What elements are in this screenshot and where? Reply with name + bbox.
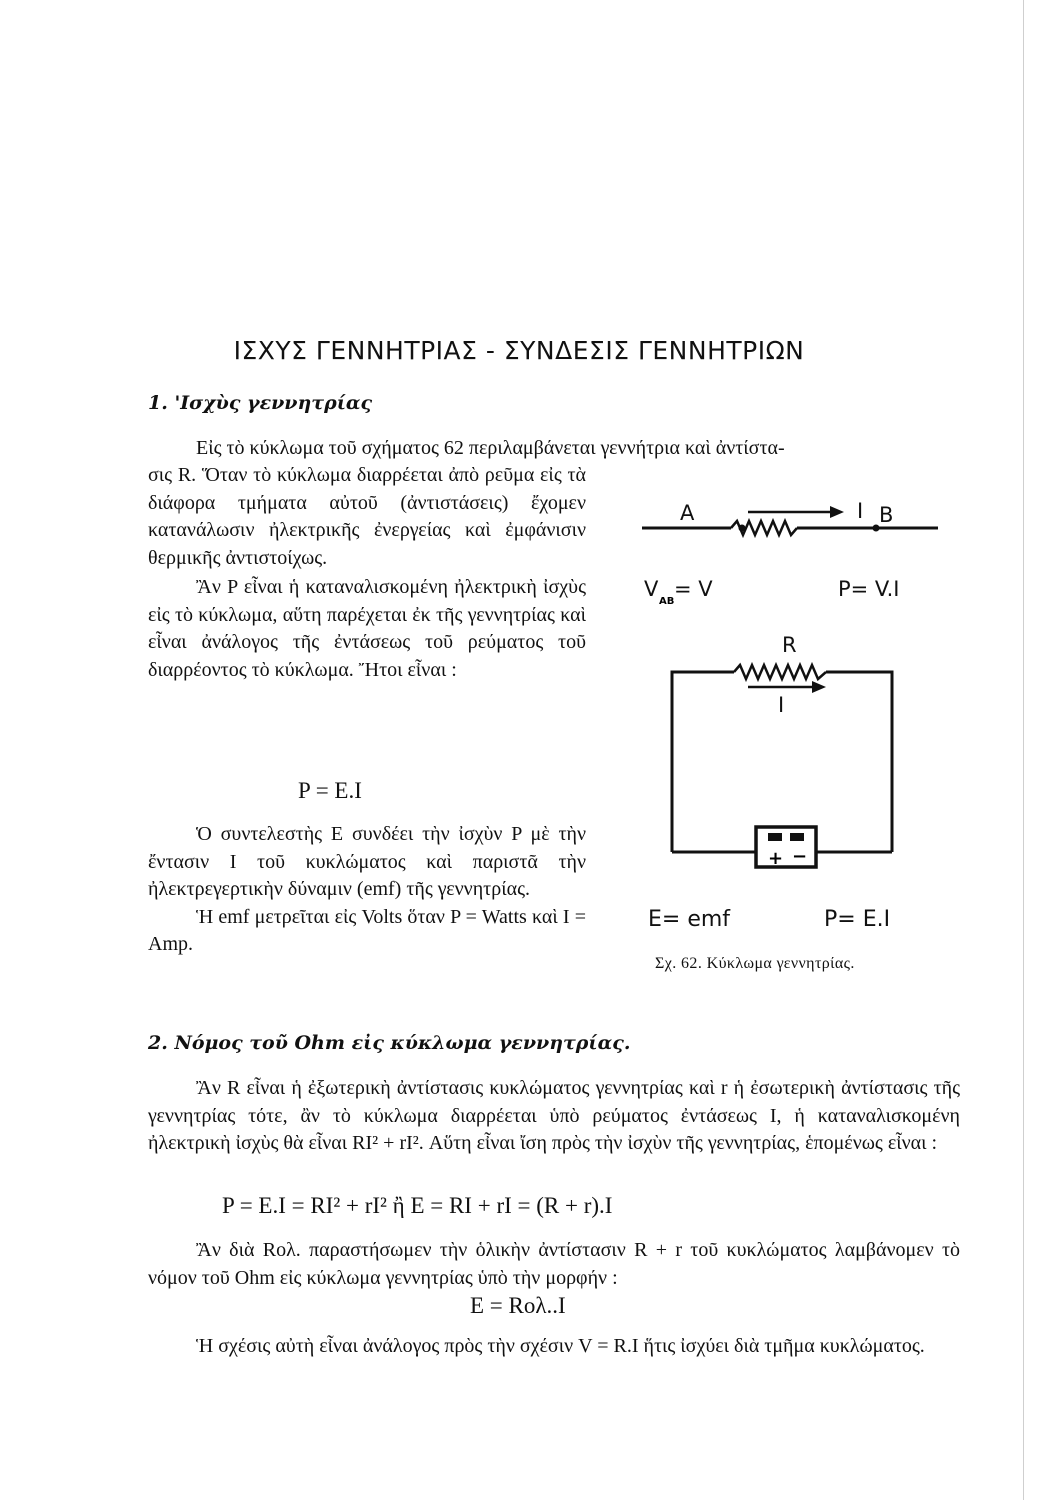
section-1-heading: 1. 'Ισχὺς γεννητρίας [148,392,373,414]
section-2-paragraph-1: Ἂν R εἶναι ἡ ἐξωτερικὴ ἀντίστασις κυκλώματος γεννητρίας καὶ r ἡ ἐσωτερικὴ ἀντίστασις τῆς γεννητρίας τότε, ἂν τὸ κύκλωμα διαρρέεται ὑπὸ ρεύματος ἐντάσεως I, ἡ καταναλισκομένη ἠλεκτρικὴ ἰσχὺς θὰ εἶναι RI² + rI². Αὕτη εἶναι ἴση πρὸς τὴν ἰσχὺν τῆς γεννητρίας, ἑπομένως εἶναι : [148,1077,960,1154]
equation-p-ei: P = E.I [298,778,362,803]
battery-terminal-left [768,833,782,841]
current-arrowhead-mid [812,681,826,693]
label-p-ei: P= E.I [824,907,891,932]
section-2-paragraph-3: Ἡ σχέσις αὐτὴ εἶναι ἀνάλογος πρὸς τὴν σχέσιν V = R.I ἥτις ἰσχύει διὰ τμῆμα κυκλώματος. [196,1335,925,1357]
section-2-heading: 2. Νόμος τοῦ Ohm εἰς κύκλωμα γεννητρίας. [148,1032,631,1054]
battery-plus: + [768,848,784,869]
current-arrowhead-top [830,506,844,518]
label-b: B [879,503,894,527]
battery-minus: − [792,846,808,867]
circuit-figure [630,490,950,940]
section-2-paragraph-2: Ἂν διὰ Rολ. παραστήσωμεν τὴν ὁλικὴν ἀντίστασιν R + r τοῦ κυκλώματος λαμβάνομεν τὸ νόμον τοῦ Ohm εἰς κύκλωμα γεννητρίας ὑπὸ τὴν μορφήν : [148,1239,960,1289]
label-vab-rest: = V [674,577,713,601]
section-1-paragraph-1: σις R. Ὅταν τὸ κύκλωμα διαρρέεται ἀπὸ ρεῦμα εἰς τὰ διάφορα τμήματα αὐτοῦ (ἀντιστάσεις) ἔχομεν κατανάλωσιν ἠλεκτρικῆς ἐνεργείας καὶ ἐμφάνισιν θερμικῆς ἀντιστοίχως. [148,464,586,569]
section-1-column [148,462,586,684]
node-a [739,525,746,532]
equation-power-balance: P = E.I = RI² + rI² ἢ E = RI + rI = (R + r).I [222,1193,613,1218]
section-1-column-lower [148,821,586,959]
page-edge-line [1023,0,1024,1500]
section-1-first-line-text: Εἰς τὸ κύκλωμα τοῦ σχήματος 62 περιλαμβάνεται γεννήτρια καὶ ἀντίστα- [196,437,785,459]
resistor-r [734,665,826,679]
section-1-paragraph-2: Ἂν P εἶναι ἡ καταναλισκομένη ἠλεκτρικὴ ἰσχὺς εἰς τὸ κύκλωμα, αὕτη παρέχεται ἐκ τῆς γεννητρίας καὶ εἶναι ἀνάλογος τῆς ἐντάσεως τοῦ ρεύματος τοῦ διαρρέοντος τὸ κύκλωμα. Ἤτοι εἶναι : [148,576,586,681]
chapter-title: ΙΣΧΥΣ ΓΕΝΝΗΤΡΙΑΣ - ΣΥΝΔΕΣΙΣ ΓΕΝΝΗΤΡΙΩΝ [233,336,805,365]
section-1-paragraph-3: Ὁ συντελεστὴς E συνδέει τὴν ἰσχὺν P μὲ τὴν ἔντασιν I τοῦ κυκλώματος καὶ παριστᾶ τὴν ἠλεκτρεγερτικὴν δύναμιν (emf) τῆς γεννητρίας. [148,823,586,900]
label-vab-v: V [644,577,659,601]
label-a: A [680,501,695,525]
section-1-paragraph-4: Ἡ emf μετρεῖται εἰς Volts ὅταν P = Watts καὶ I = Amp. [148,905,586,955]
battery-terminal-right [790,833,804,841]
section-2-body-2 [148,1237,960,1292]
loop-wire-left [672,672,734,852]
label-r: R [782,633,797,657]
label-i-mid: I [778,693,785,717]
label-e-emf: E= emf [648,907,731,932]
section-2-body-3 [148,1333,960,1361]
label-p-vi: P= V.I [838,577,900,601]
figure-caption: Σχ. 62. Κύκλωμα γεννητρίας. [655,955,855,972]
loop-wire-right [826,672,892,852]
label-i-top: I [857,499,864,523]
section-2-body [148,1075,960,1158]
label-vab-sub: AB [659,596,675,607]
section-1-first-line [148,435,960,463]
equation-ohm-generator: E = Rολ..I [470,1293,566,1318]
